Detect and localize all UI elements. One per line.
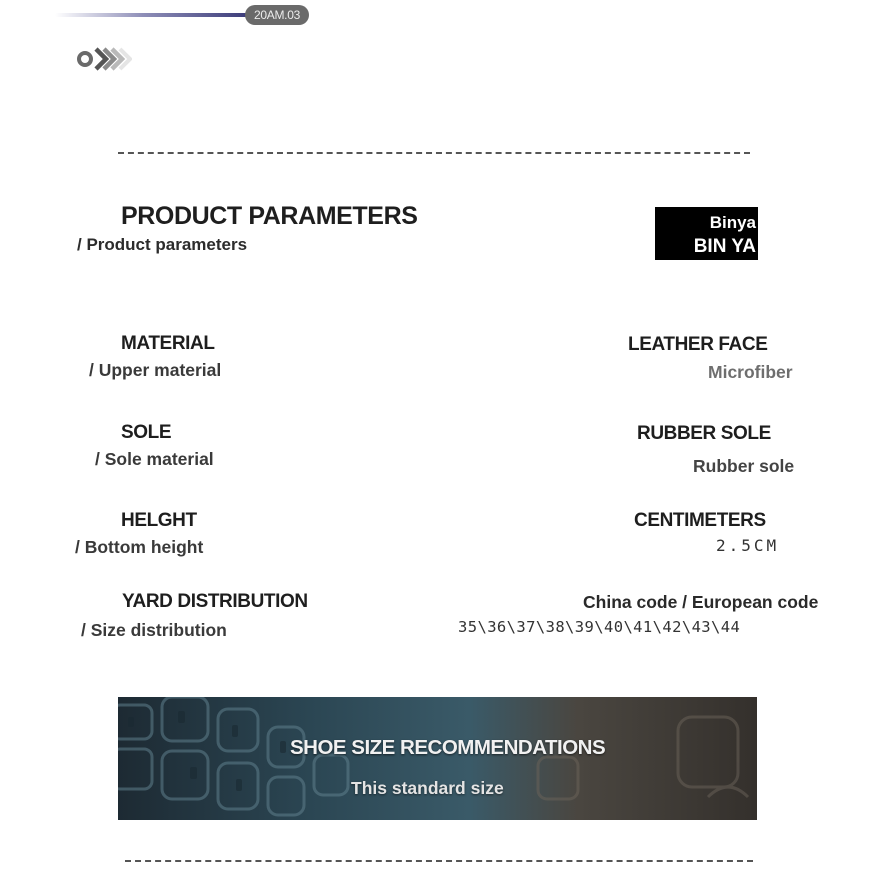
brand-name: Binya — [709, 213, 756, 232]
banner-subtitle: This standard size — [351, 778, 504, 798]
param-label-height: HELGHT — [121, 510, 197, 531]
circle-chevrons-logo-icon — [76, 45, 132, 73]
banner-title: SHOE SIZE RECOMMENDATIONS — [290, 736, 606, 759]
param-sub-material: / Upper material — [89, 360, 222, 380]
param-value-sole: Rubber sole — [693, 456, 795, 476]
param-label-sole: SOLE — [121, 422, 172, 443]
size-recommendation-banner — [118, 697, 757, 820]
param-value-title-height: CENTIMETERS — [634, 510, 766, 531]
param-sub-sole: / Sole material — [95, 449, 214, 469]
section-title: PRODUCT PARAMETERS — [121, 202, 418, 230]
section-subtitle: / Product parameters — [77, 235, 248, 254]
header-gradient-line — [55, 13, 250, 17]
param-value-material: Microfiber — [708, 362, 793, 382]
param-label-size: YARD DISTRIBUTION — [122, 591, 308, 612]
brand-name-caps: BIN YA — [693, 236, 756, 257]
param-label-material: MATERIAL — [121, 333, 215, 354]
param-value-height: 2.5CM — [716, 536, 780, 555]
time-badge: 20AM.03 — [245, 5, 309, 25]
param-value-title-sole: RUBBER SOLE — [637, 423, 771, 444]
param-value-title-size: China code / European code — [583, 592, 819, 612]
param-value-size: 35\36\37\38\39\40\41\42\43\44 — [458, 618, 741, 636]
param-sub-size: / Size distribution — [81, 620, 227, 640]
dashed-divider-bottom — [125, 860, 753, 862]
param-sub-height: / Bottom height — [75, 537, 204, 557]
brand-badge — [655, 207, 758, 260]
param-value-title-material: LEATHER FACE — [628, 334, 768, 355]
dashed-divider-top — [118, 152, 750, 154]
